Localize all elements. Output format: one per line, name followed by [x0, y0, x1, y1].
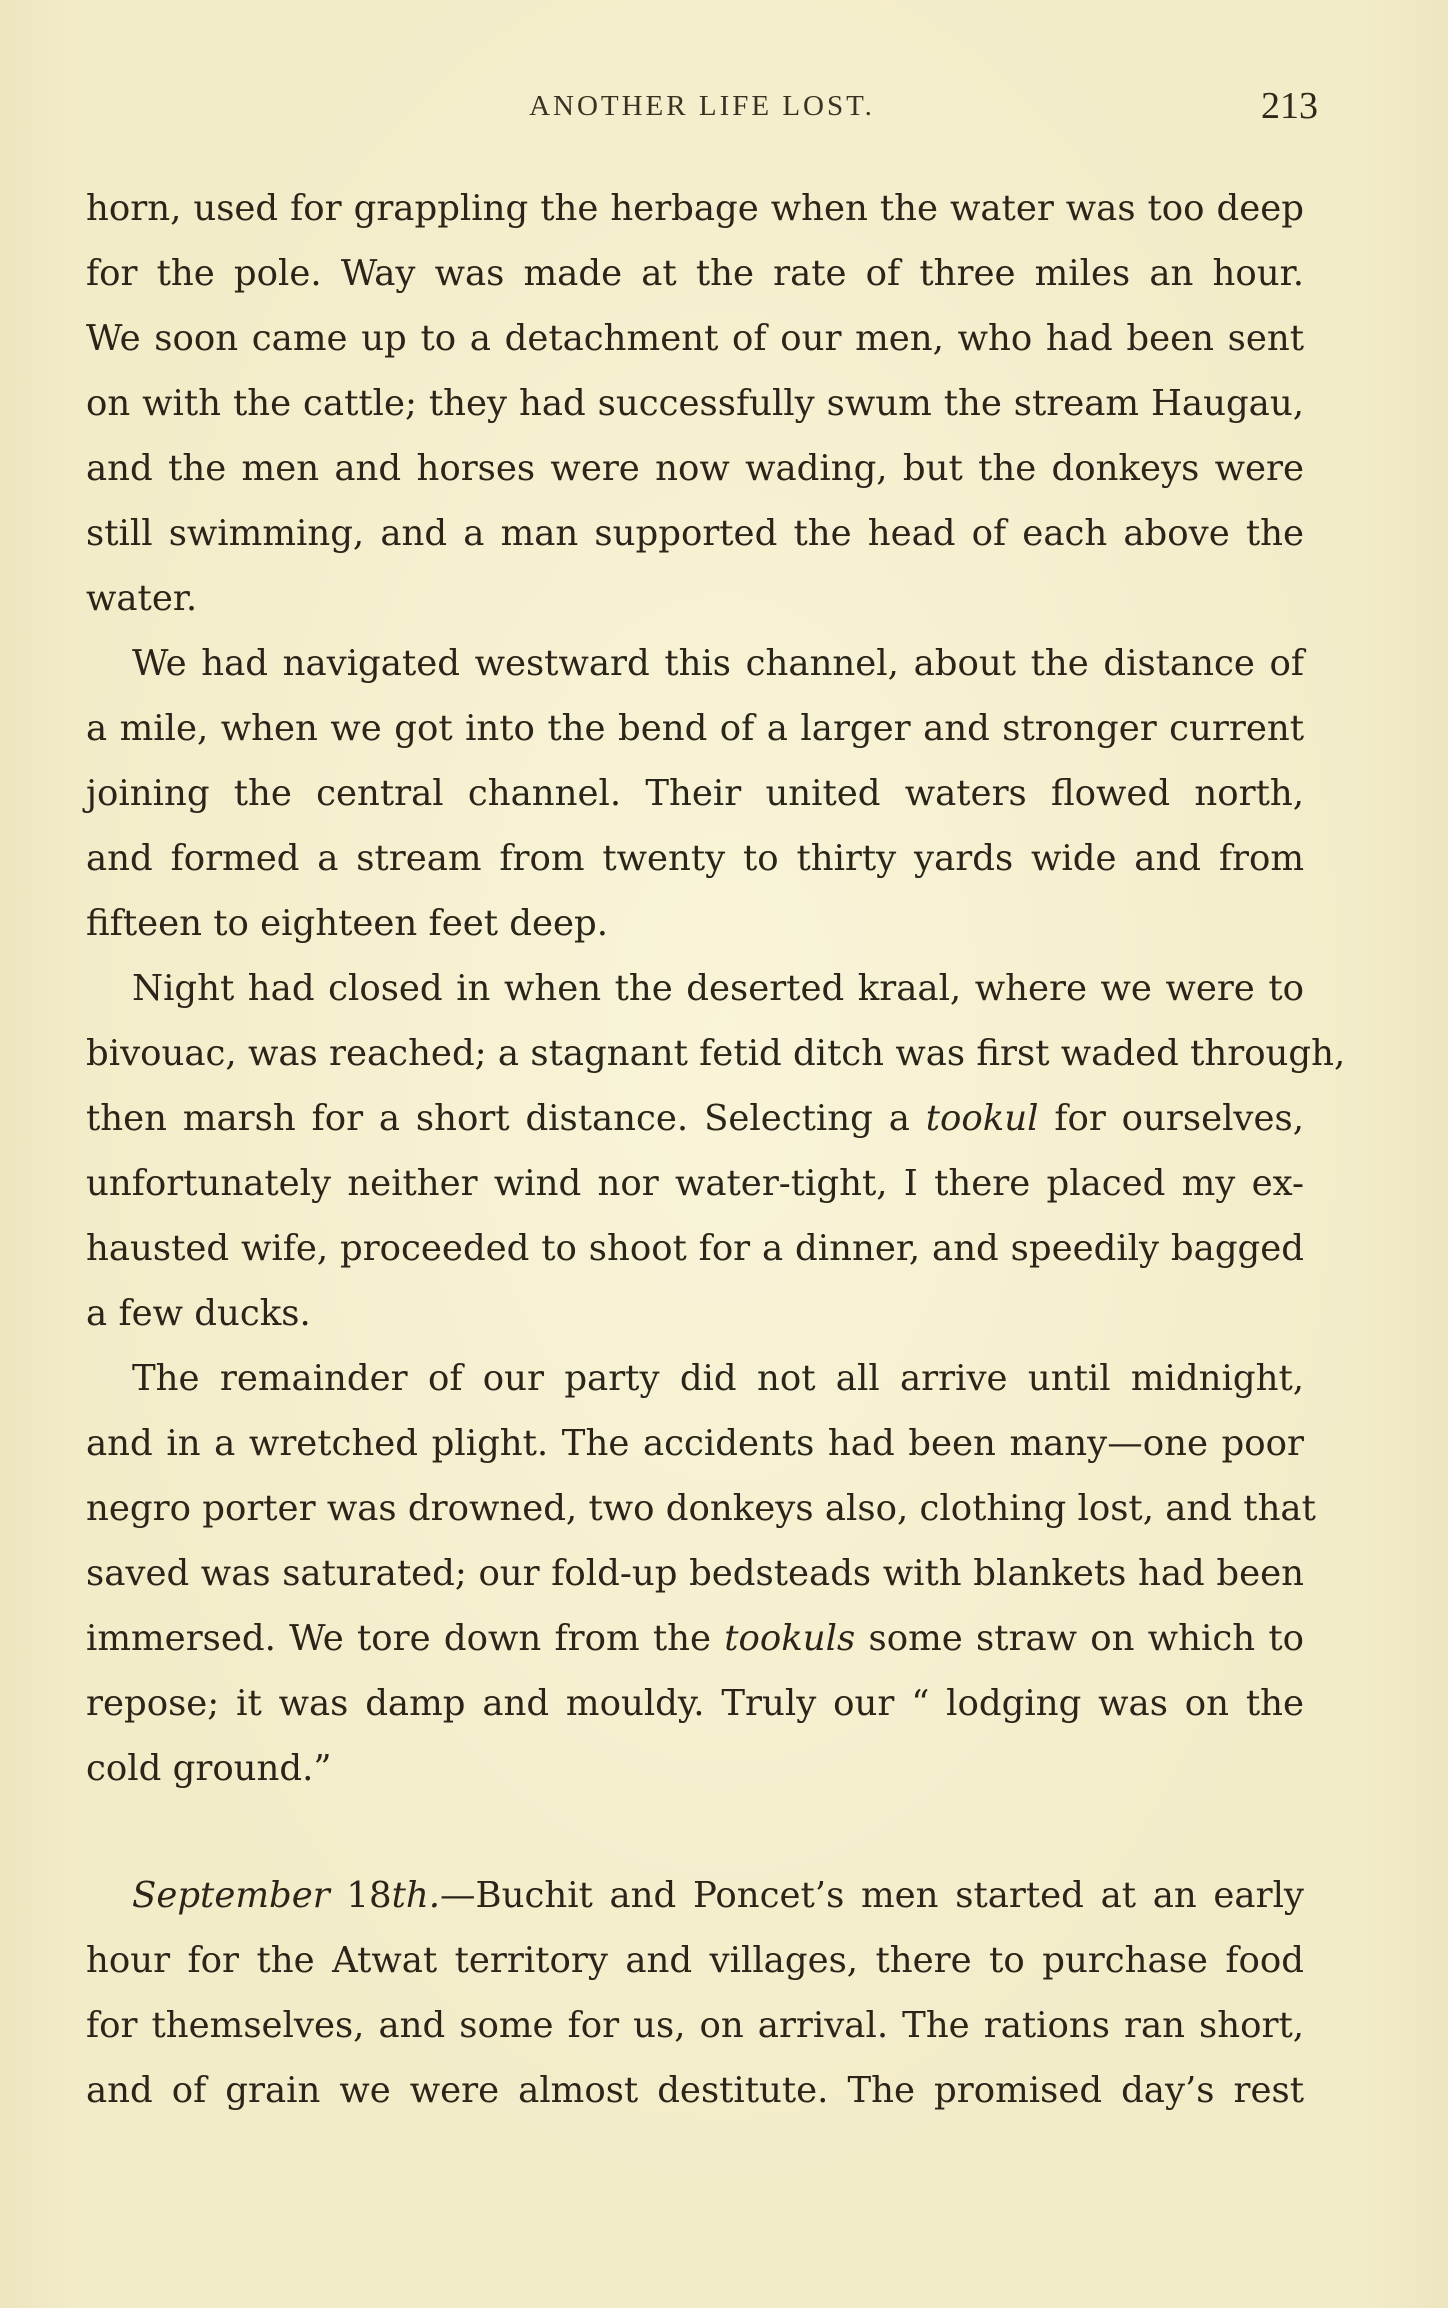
text-line: [86, 1736, 1304, 1801]
text-line: We soon came up to a detachment of our men, who had been sent: [86, 318, 1304, 359]
text-run: for ourselves,: [1038, 1098, 1304, 1139]
text-run: and in a wretched plight. The accidents had been many—one poor: [86, 1423, 1304, 1464]
paragraph-3: [86, 956, 1346, 1346]
date-day: 18: [329, 1875, 392, 1916]
paragraph-5: [86, 1863, 1304, 2123]
text-run: Night had closed in when the deserted kraal, where we were to: [132, 968, 1304, 1009]
text-line: for the pole. Way was made at the rate of three miles an hour.: [86, 253, 1304, 294]
text-run: hausted wife, proceeded to shoot for a dinner, and speedily bagged: [86, 1228, 1304, 1269]
text-line: [86, 1993, 1304, 2058]
text-line: and formed a stream from twenty to thirty yards wide and from: [86, 838, 1304, 879]
text-line: [86, 1411, 1304, 1476]
text-line: [86, 1541, 1304, 1606]
chapter-heading: ANOTHER LIFE LOST.: [529, 90, 875, 122]
text-line: [86, 1928, 1304, 1993]
page-number: 213: [1261, 85, 1318, 127]
paragraph-1: [86, 176, 1304, 631]
text-line: [86, 1606, 1304, 1671]
text-run: negro porter was drowned, two donkeys also, clothing lost, and that: [86, 1488, 1316, 1529]
text-line: [86, 1671, 1304, 1736]
text-run: and of grain we were almost destitute. The promised day’s rest: [86, 2070, 1304, 2111]
text-run: a few ducks.: [86, 1293, 311, 1334]
text-run: bivouac, was reached; a stagnant fetid ditch was first waded through,: [86, 1033, 1346, 1074]
text-run: repose; it was damp and mouldy. Truly our “ lodging was on the: [86, 1683, 1304, 1724]
text-line: water.: [86, 578, 198, 619]
text-line: [86, 1346, 1304, 1411]
text-run: unfortunately neither wind nor water-tight, I there placed my ex-: [86, 1163, 1304, 1204]
date-suffix: th.: [391, 1875, 440, 1916]
text-line: fifteen to eighteen feet deep.: [86, 903, 609, 944]
text-line: and the men and horses were now wading, but the donkeys were: [86, 448, 1304, 489]
paragraph-2: [86, 631, 1304, 956]
text-run: immersed. We tore down from the: [86, 1618, 725, 1659]
text-line: [86, 956, 1304, 1021]
body-text: [86, 176, 1346, 2123]
text-line: still swimming, and a man supported the head of each above the: [86, 513, 1304, 554]
text-line: [86, 1151, 1304, 1216]
date-month: September: [132, 1875, 330, 1916]
text-line: [86, 1216, 1304, 1281]
italic-term: tookuls: [724, 1618, 856, 1659]
text-line: joining the central channel. Their united waters flowed north,: [86, 773, 1304, 814]
text-run: saved was saturated; our fold-up bedsteads with blankets had been: [86, 1553, 1304, 1594]
running-head: [86, 84, 1318, 134]
text-line: [86, 1086, 1304, 1151]
text-run: The remainder of our party did not all arrive until midnight,: [132, 1358, 1304, 1399]
text-line: [86, 1476, 1316, 1541]
text-run: cold ground.”: [86, 1748, 332, 1789]
text-line: on with the cattle; they had successfully swum the stream Haugau,: [86, 383, 1304, 424]
text-run: —Buchit and Poncet’s men started at an early: [440, 1875, 1304, 1916]
section-gap: [86, 1801, 1304, 1863]
text-line: horn, used for grappling the herbage when the water was too deep: [86, 188, 1304, 229]
text-run: hour for the Atwat territory and villages, there to purchase food: [86, 1940, 1304, 1981]
text-run: then marsh for a short distance. Selecting a: [86, 1098, 926, 1139]
paragraph-4: [86, 1346, 1316, 1801]
text-line: [86, 1863, 1304, 1928]
italic-term: tookul: [925, 1098, 1039, 1139]
text-line: a mile, when we got into the bend of a larger and stronger current: [86, 708, 1304, 749]
text-run: some straw on which to: [855, 1618, 1304, 1659]
text-line: [86, 1021, 1346, 1086]
text-line: [86, 2058, 1304, 2123]
text-line: [86, 1281, 1304, 1346]
text-run: for themselves, and some for us, on arrival. The rations ran short,: [86, 2005, 1304, 2046]
text-line: We had navigated westward this channel, about the distance of: [132, 643, 1304, 684]
